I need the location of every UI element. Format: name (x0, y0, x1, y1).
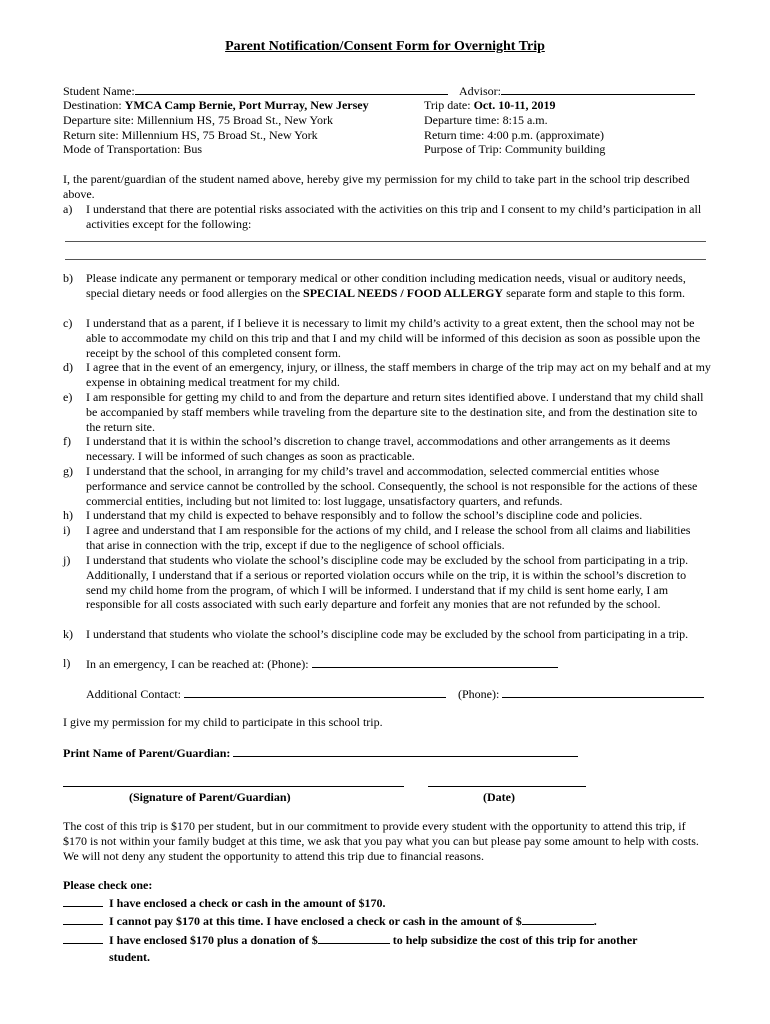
clause-c-text: I understand that as a parent, if I believe it is necessary to limit my child’s activity to a great extent, then the school may not be able to accommodate my child on this trip and that I and my child will be informed of this decision as soon as possible upon the receipt by the school of this completed consent form. (86, 316, 701, 360)
clause-a (63, 202, 711, 232)
clause-l (63, 656, 711, 672)
clause-b-text (86, 271, 711, 301)
clause-j-label: j) (63, 553, 71, 567)
clause-a-label: a) (63, 202, 73, 216)
signature-line[interactable] (63, 786, 404, 787)
exceptions-line-2[interactable] (65, 259, 706, 260)
clause-i-text: I agree and understand that I am responsible for the actions of my child, and I release the school from all claims and liabilities that arise in connection with the trip, except if due to the negligence of school officials. (86, 523, 691, 552)
clause-j (63, 553, 711, 612)
clause-h-label: h) (63, 508, 73, 522)
clause-f-text: I understand that it is within the school’s discretion to change travel, accommodations and other arrangements as it deems necessary. I will be informed of such changes as soon as practicable. (86, 434, 671, 463)
special-needs-form-name: SPECIAL NEEDS / FOOD ALLERGY (303, 285, 504, 300)
print-name-label: Print Name of Parent/Guardian: (63, 746, 231, 760)
trip-date-label: Trip date: (424, 98, 471, 112)
student-name-row (63, 83, 448, 99)
print-name-field[interactable] (233, 745, 578, 757)
option-2-text-end: . (593, 914, 597, 928)
clause-k-text: I understand that students who violate the school’s discipline code may be excluded by the school from participating in a trip. (86, 627, 689, 641)
return-time: Return time: 4:00 p.m. (approximate) (424, 128, 604, 142)
advisor-row (459, 83, 695, 99)
additional-contact-row (86, 686, 446, 702)
clause-c (63, 316, 711, 360)
departure-time: Departure time: 8:15 a.m. (424, 113, 548, 127)
additional-phone-field[interactable] (502, 686, 704, 698)
clause-c-label: c) (63, 316, 73, 330)
destination-label: Destination: (63, 98, 122, 112)
form-title: Parent Notification/Consent Form for Overnight Trip (225, 39, 545, 54)
destination-value: YMCA Camp Bernie, Port Murray, New Jersey (124, 98, 369, 112)
clause-k-label: k) (63, 627, 73, 641)
permission-statement: I give my permission for my child to participate in this school trip. (63, 715, 383, 729)
advisor-field[interactable] (501, 83, 695, 95)
additional-phone-label: (Phone): (458, 687, 500, 701)
clause-f-label: f) (63, 434, 71, 448)
clause-l-label: l) (63, 656, 71, 670)
option-1-checkline[interactable] (63, 894, 103, 907)
clause-h (63, 508, 711, 523)
clause-d (63, 360, 711, 390)
clause-i-label: i) (63, 523, 71, 537)
intro-paragraph: I, the parent/guardian of the student named above, hereby give my permission for my child to take part in the school trip described above. (63, 172, 690, 201)
clause-b-text-end: separate form and staple to this form. (503, 285, 686, 300)
option-3-text: I have enclosed $170 plus a donation of $ (109, 933, 318, 947)
option-3-text-end: to help subsidize the cost of this trip for another (389, 933, 638, 947)
option-1-text: I have enclosed a check or cash in the amount of $170. (109, 896, 386, 910)
clause-b (63, 271, 711, 301)
clause-b-label: b) (63, 271, 73, 285)
departure-site: Departure site: Millennium HS, 75 Broad St., New York (63, 113, 333, 127)
clause-e (63, 390, 711, 434)
clause-a-text: I understand that there are potential risks associated with the activities on this trip and I consent to my child’s participation in all activities except for the following: (86, 202, 702, 231)
clause-l-row (86, 656, 711, 672)
clause-g-text: I understand that the school, in arranging for my child’s travel and accommodation, selected commercial entities whose performance and service cannot be controlled by the school. Consequently, the school is not responsible for the actions of these commercial entities, including but not limited to: lost luggage, unsatisfactory quarters, and refunds. (86, 464, 698, 508)
clause-j-text: I understand that students who violate the school’s discipline code may be excluded by the school from participating in a trip. Additionally, I understand that if a serious or reported violation occurs while on the trip, it is within the school’s discretion to send my child home from the program, of which I will be informed. I understand that if my child is sent home early, I am responsible for all costs associated with such early departure and forfeit any monies that are not refunded by the school. (86, 553, 689, 612)
emergency-phone-label: In an emergency, I can be reached at: (Phone): (86, 657, 309, 671)
cost-paragraph: The cost of this trip is $170 per student, but in our commitment to provide every student with the opportunity to attend this trip, if $170 is not within your family budget at this time, we ask that you pay what you can but please pay some amount to help with costs. We will not deny any student the opportunity to attend this trip due to financial reasons. (63, 819, 699, 863)
option-donation (63, 931, 713, 949)
clause-k (63, 627, 711, 642)
trip-date-value: Oct. 10-11, 2019 (473, 98, 556, 112)
date-line[interactable] (428, 786, 586, 787)
date-caption: (Date) (483, 790, 515, 804)
additional-contact-label: Additional Contact: (86, 687, 181, 701)
trip-purpose: Purpose of Trip: Community building (424, 142, 606, 156)
clause-h-text: I understand that my child is expected to behave responsibly and to follow the school’s discipline code and policies. (86, 508, 643, 522)
clause-e-text: I am responsible for getting my child to and from the departure and return sites identified above. I understand that my child shall be accompanied by staff members while traveling from the departure site to the destination site, and from the destination site to the return site. (86, 390, 704, 434)
option-3-checkline[interactable] (63, 931, 103, 944)
clause-i (63, 523, 711, 553)
option-full-payment (63, 894, 713, 912)
clause-d-text: I agree that in the event of an emergency, injury, or illness, the staff members in charge of the trip may act on my behalf and at my expense in obtaining medical treatment for my child. (86, 360, 711, 389)
additional-phone-row (458, 686, 704, 702)
option-3-text-continued: student. (109, 950, 151, 964)
clause-g-label: g) (63, 464, 73, 478)
clause-d-label: d) (63, 360, 73, 374)
option-partial-payment (63, 912, 713, 930)
exceptions-line-1[interactable] (65, 241, 706, 242)
partial-amount-field[interactable] (522, 913, 594, 925)
print-name-row (63, 745, 578, 761)
donation-amount-field[interactable] (318, 932, 390, 944)
destination-row (63, 98, 369, 113)
signature-caption: (Signature of Parent/Guardian) (129, 790, 291, 804)
clause-e-label: e) (63, 390, 73, 404)
check-heading: Please check one: (63, 878, 153, 892)
transport-mode: Mode of Transportation: Bus (63, 142, 203, 156)
option-2-checkline[interactable] (63, 912, 103, 925)
clause-f (63, 434, 711, 464)
trip-date-row (424, 98, 556, 113)
emergency-phone-field[interactable] (312, 656, 558, 668)
advisor-label: Advisor: (459, 84, 501, 98)
return-site: Return site: Millennium HS, 75 Broad St., New York (63, 128, 318, 142)
clause-g (63, 464, 711, 508)
clause-b-text-start: Please indicate any permanent or temporary medical or other condition including medication needs, visual or auditory needs, special dietary needs or food allergies on the (86, 271, 686, 300)
student-name-label: Student Name: (63, 84, 135, 98)
additional-contact-field[interactable] (184, 686, 446, 698)
student-name-field[interactable] (135, 83, 448, 95)
option-2-text: I cannot pay $170 at this time. I have enclosed a check or cash in the amount of $ (109, 914, 522, 928)
